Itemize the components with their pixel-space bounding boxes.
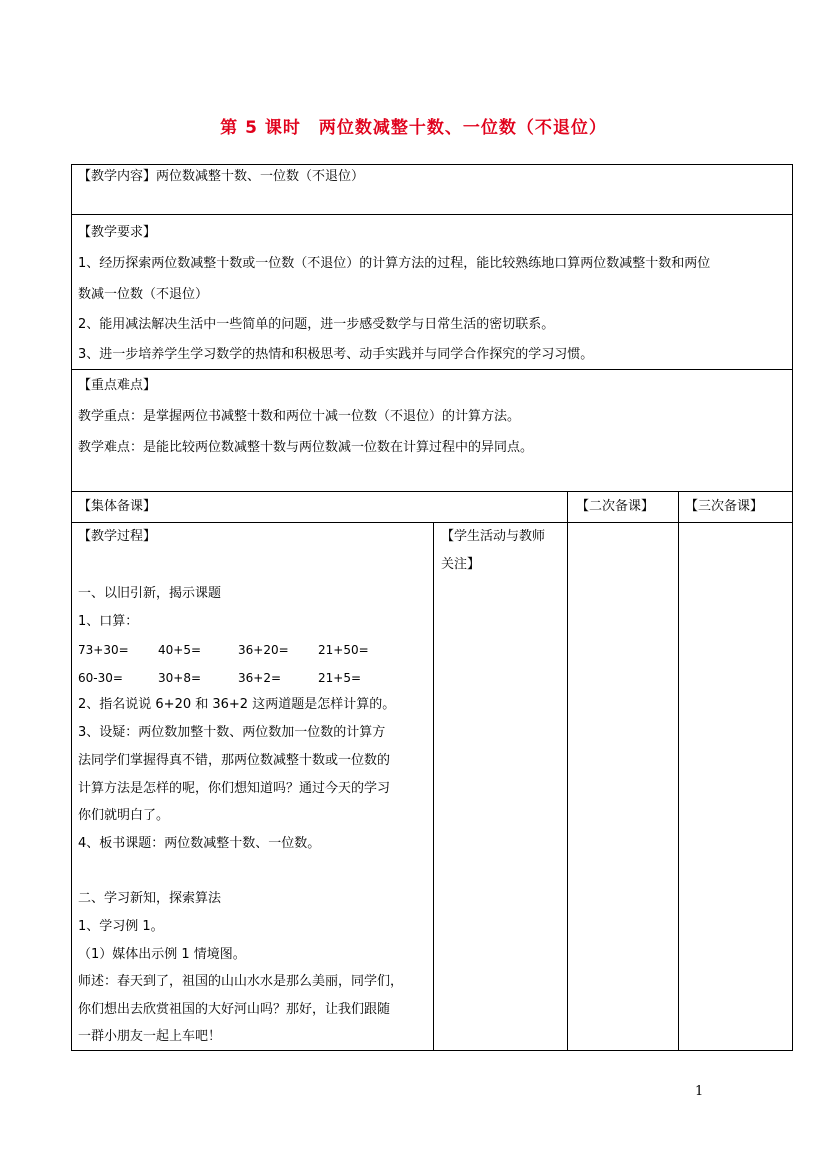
- process-item: 1、学习例 1。: [78, 919, 164, 934]
- calc-item: 36+20=: [238, 643, 289, 657]
- process-item: 计算方法是怎样的呢，你们想知道吗？通过今天的学习: [78, 781, 391, 796]
- process-item: 师述：春天到了，祖国的山山水水是那么美丽，同学们，: [78, 974, 404, 989]
- requirement-item: 数减一位数（不退位）: [78, 287, 209, 302]
- calc-item: 40+5=: [158, 643, 202, 657]
- rule: [71, 164, 793, 165]
- process-item: 法同学们掌握得真不错，那两位数减整十数或一位数的: [78, 753, 391, 768]
- third-prep-header: 【三次备课】: [685, 499, 764, 514]
- page-title: [0, 113, 827, 138]
- lesson-topic: 两位数减整十数、一位数（不退位）: [318, 118, 607, 138]
- rule: [792, 164, 793, 1051]
- rule: [433, 522, 434, 1051]
- rule: [71, 522, 793, 523]
- section-heading: 二、学习新知，探索算法: [78, 891, 222, 906]
- second-prep-header: 【二次备课】: [576, 499, 655, 514]
- process-item: 2、指名说说 6+20 和 36+2 这两道题是怎样计算的。: [78, 697, 396, 712]
- process-item: 一群小朋友一起上车吧！: [78, 1029, 222, 1044]
- student-activity-label-line2: 关注】: [441, 557, 481, 572]
- page-number: 1: [695, 1084, 704, 1099]
- key-points-label: 【重点难点】: [78, 378, 157, 393]
- process-item: 3、设疑：两位数加整十数、两位数加一位数的计算方: [78, 725, 386, 740]
- process-label: 【教学过程】: [78, 529, 157, 544]
- rule: [71, 491, 793, 492]
- content-label: 【教学内容】: [78, 169, 157, 184]
- section-heading: 一、以旧引新，揭示课题: [78, 586, 222, 601]
- key-focus: 教学重点：是掌握两位书减整十数和两位十减一位数（不退位）的计算方法。: [78, 409, 521, 424]
- rule: [71, 1050, 793, 1051]
- content-row: [78, 168, 364, 186]
- student-activity-label-line1: 【学生活动与教师: [441, 529, 546, 544]
- key-difficulty: 教学难点：是能比较两位数减整十数与两位数减一位数在计算过程中的异同点。: [78, 440, 534, 455]
- process-item: 4、板书课题：两位数减整十数、一位数。: [78, 836, 321, 851]
- requirement-item: 3、进一步培养学生学习数学的热情和积极思考、动手实践并与同学合作探究的学习习惯。: [78, 347, 594, 362]
- rule: [567, 491, 568, 1051]
- content-text: 两位数减整十数、一位数（不退位）: [156, 169, 365, 184]
- requirements-label: 【教学要求】: [78, 225, 157, 240]
- oral-calc-label: 1、口算：: [78, 614, 139, 629]
- process-item: 你们就明白了。: [78, 808, 170, 823]
- rule: [678, 491, 679, 1051]
- calc-item: 73+30=: [78, 643, 129, 657]
- lesson-number: 第 5 课时: [220, 118, 301, 138]
- calc-item: 21+50=: [318, 643, 369, 657]
- process-item: （1）媒体出示例 1 情境图。: [78, 947, 246, 962]
- calc-item: 21+5=: [318, 671, 362, 685]
- rule: [71, 164, 72, 1051]
- process-item: 你们想出去欣赏祖国的大好河山吗？那好，让我们跟随: [78, 1002, 391, 1017]
- collective-prep-header: 【集体备课】: [78, 499, 157, 514]
- rule: [71, 214, 793, 215]
- rule: [71, 369, 793, 370]
- requirement-item: 2、能用减法解决生活中一些简单的问题，进一步感受数学与日常生活的密切联系。: [78, 317, 555, 332]
- calc-item: 30+8=: [158, 671, 202, 685]
- calc-item: 60-30=: [78, 671, 123, 685]
- calc-item: 36+2=: [238, 671, 282, 685]
- requirement-item: 1、经历探索两位数减整十数或一位数（不退位）的计算方法的过程，能比较熟练地口算两位数减整十数和两位: [78, 256, 711, 271]
